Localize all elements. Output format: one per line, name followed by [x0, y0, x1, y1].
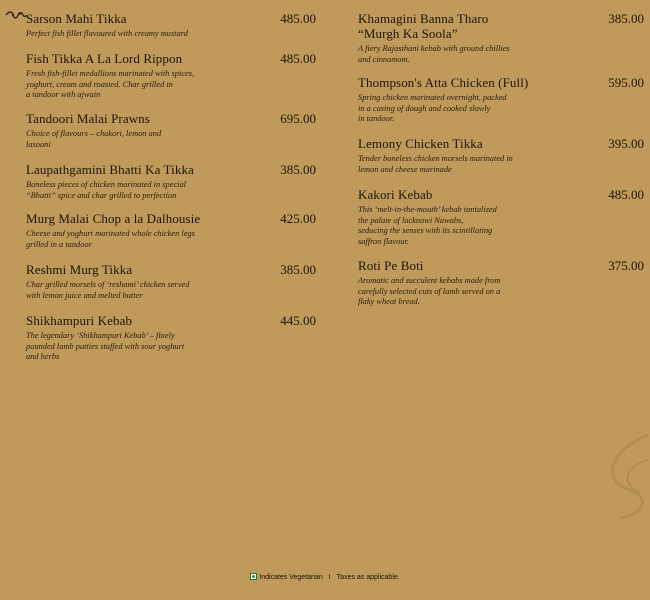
dish-description: Aromatic and succulent kebabs made from carefully selected cuts of lamb served on a flaky wheat bread. [358, 276, 501, 306]
menu-item [26, 211, 316, 250]
dish-price: 385.00 [608, 11, 644, 26]
dish-price: 425.00 [280, 211, 316, 226]
dish-name: Kakori Kebab [358, 187, 433, 202]
menu-item [358, 187, 644, 247]
dish-price: 385.00 [280, 162, 316, 177]
dish-price: 595.00 [608, 75, 644, 90]
dish-description: Boneless pieces of chicken marinated in special “Bhatti” spice and char grilled to perfection [26, 180, 187, 200]
dish-name: Laupathgamini Bhatti Ka Tikka [26, 162, 194, 177]
decorative-flourish-icon [5, 11, 27, 19]
dish-description: This ‘melt-in-the-mouth’ kebab tantalized the palate of lucknowi Nawabs, seducing the senses with its scintillating saffron flavour. [358, 205, 497, 246]
menu-footer [0, 573, 650, 581]
dish-description: Fresh fish-fillet medallions marinated with spices, yoghurt, cream and roasted. Char grilled in a tandoor with ajwain [26, 69, 195, 99]
dish-description: Choice of flavours – chakori, lemon and lasooni [26, 129, 162, 149]
dish-price: 395.00 [608, 136, 644, 151]
dish-name: Shikhampuri Kebab [26, 313, 133, 328]
menu-item [358, 136, 644, 175]
menu-item [26, 11, 316, 40]
dish-price: 485.00 [280, 51, 316, 66]
dish-description: Spring chicken marinated overnight, packed in a casing of dough and cooked slowly in tandoor. [358, 93, 507, 123]
footer-separator: I [328, 574, 331, 581]
dish-name: Murg Malai Chop a la Dalhousie [26, 211, 201, 226]
dish-price: 485.00 [280, 11, 316, 26]
dish-description: A fiery Rajasthani kebab with ground chillies and cinnamom. [358, 44, 510, 64]
dish-price: 445.00 [280, 313, 316, 328]
dish-description: The legendary ‘Shikhampuri Kebab’ – finely pounded lamb patties stuffed with sour yoghurt and herbs [26, 331, 185, 361]
menu-item [26, 111, 316, 150]
dish-name: Fish Tikka A La Lord Rippon [26, 51, 183, 66]
veg-legend-text: Indicates Vegetarian [259, 574, 323, 581]
dish-price: 485.00 [608, 187, 644, 202]
menu-item [26, 162, 316, 201]
menu-item [358, 11, 644, 65]
dish-description: Char grilled morsels of ‘reshami’ chicken served with lemon juice and melted butter [26, 280, 190, 300]
dish-name: Thompson's Atta Chicken (Full) [358, 75, 529, 90]
dish-description: Perfect fish fillet flavoured with creamy mustard [26, 29, 188, 38]
menu-item [358, 258, 644, 308]
dish-price: 375.00 [608, 258, 644, 273]
menu-item [26, 262, 316, 301]
dish-name: Reshmi Murg Tikka [26, 262, 133, 277]
dish-description: Tender boneless chicken morsels marinated in lemon and cheese marinade [358, 154, 513, 174]
dish-description: Cheese and yoghurt marinated whole chicken legs grilled in a tandoor [26, 229, 195, 249]
dish-price: 695.00 [280, 111, 316, 126]
veg-indicator-icon [250, 573, 257, 580]
menu-item [358, 75, 644, 125]
dish-price: 385.00 [280, 262, 316, 277]
dish-name: Lemony Chicken Tikka [358, 136, 483, 151]
menu-item [26, 313, 316, 363]
dish-name: Sarson Mahi Tikka [26, 11, 127, 26]
dish-name: Khamagini Banna Tharo “Murgh Ka Soola” [358, 11, 489, 41]
taxes-note: Taxes as applicable. [336, 574, 400, 581]
menu-item [26, 51, 316, 101]
background-swirl-icon [590, 430, 650, 520]
dish-name: Tandoori Malai Prawns [26, 111, 150, 126]
dish-name: Roti Pe Boti [358, 258, 424, 273]
